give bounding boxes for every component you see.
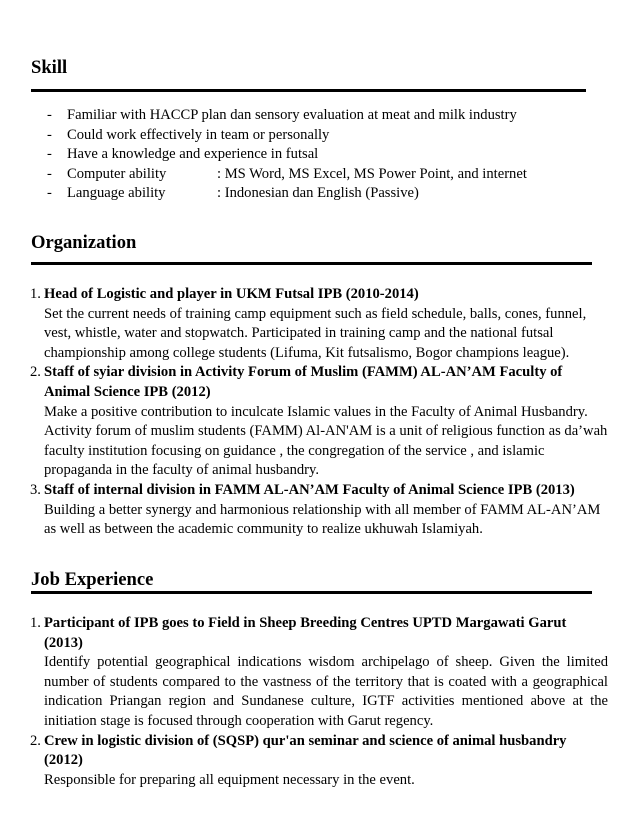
organization-item: [30, 285, 608, 363]
organization-heading: Organization: [31, 232, 137, 253]
item-description: Identify potential geographical indications wisdom archipelago of sheep. Given the limited number of students compared to the vastness of the territory that is coated with a geographical indication Priangan region and Sundanese culture, IGTF activities mentioned above at the initiation stage is focused through cooperation with Garut regency.: [44, 654, 608, 729]
job-experience-divider: [31, 591, 592, 594]
skill-divider: [31, 89, 586, 92]
item-description: Set the current needs of training camp equipment such as field schedule, balls, cones, funnel, vest, whistle, water and stopwatch. Participated in training camp and the national futsal championship among college students (Lifuma, Kit futsalismo, Bogor champions league).: [44, 305, 587, 361]
organization-list: [30, 285, 608, 540]
job-experience-heading: Job Experience: [31, 569, 154, 590]
item-title: Staff of syiar division in Activity Forum of Muslim (FAMM) AL-AN’AM Faculty of Animal Science IPB (2012): [44, 364, 563, 400]
skill-item: - Computer ability : MS Word, MS Excel, MS Power Point, and internet: [47, 165, 527, 185]
item-description: Responsible for preparing all equipment necessary in the event.: [44, 771, 415, 788]
organization-item: [30, 481, 608, 540]
job-experience-item: [30, 614, 608, 732]
skill-list: [47, 106, 527, 204]
skill-item: - Could work effectively in team or personally: [47, 126, 330, 143]
job-experience-item: [30, 732, 608, 791]
item-title: Crew in logistic division of (SQSP) qur'an seminar and science of animal husbandry (2012): [44, 732, 567, 769]
skill-heading: Skill: [31, 57, 68, 78]
item-number: 2.: [30, 364, 41, 381]
item-title: Staff of internal division in FAMM AL-AN’AM Faculty of Animal Science IPB (2013): [44, 481, 575, 498]
organization-divider: [31, 262, 592, 265]
skill-item: - Familiar with HACCP plan dan sensory evaluation at meat and milk industry: [47, 107, 517, 123]
item-title: Head of Logistic and player in UKM Futsal IPB (2010-2014): [44, 286, 419, 302]
item-number: 3.: [30, 481, 41, 498]
item-description: Make a positive contribution to inculcate Islamic values in the Faculty of Animal Husbandry. Activity forum of muslim students (FAMM) Al-AN'AM is a unit of religious function as da’wah faculty institution focusing on guidance , the congregation of the service , and islamic propaganda in the faculty of animal husbandry.: [44, 403, 608, 479]
skill-value: : MS Word, MS Excel, MS Power Point, and internet: [217, 165, 527, 182]
skill-value: : Indonesian dan English (Passive): [217, 185, 419, 202]
job-experience-list: [30, 614, 608, 790]
organization-item: [30, 363, 608, 481]
skill-label: Computer ability: [67, 165, 167, 182]
item-title: Participant of IPB goes to Field in Sheep Breeding Centres UPTD Margawati Garut (2013): [44, 615, 567, 651]
skill-item: - Have a knowledge and experience in futsal: [47, 146, 319, 163]
item-description: Building a better synergy and harmonious relationship with all member of FAMM AL-AN’AM as well as between the academic community to realize ukhuwah Islamiyah.: [44, 501, 601, 538]
skill-item: - Language ability : Indonesian dan English (Passive): [47, 184, 527, 204]
item-number: 1.: [30, 615, 41, 631]
item-number: 2.: [30, 732, 41, 749]
skill-label: Language ability: [67, 185, 166, 202]
item-number: 1.: [30, 286, 41, 302]
